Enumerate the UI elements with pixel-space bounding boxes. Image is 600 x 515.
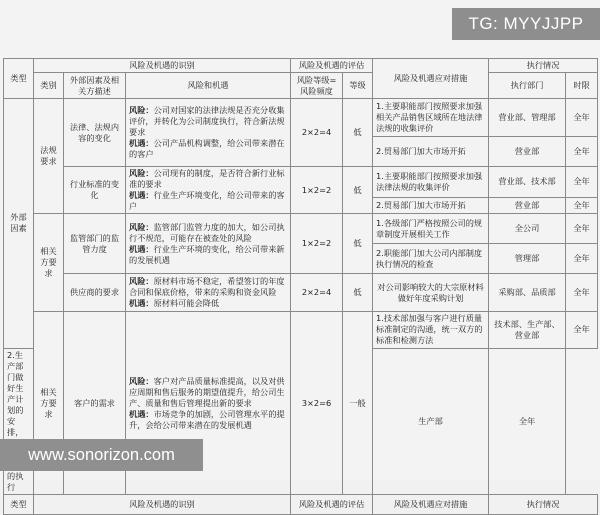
factor-cell: 供应商的要求 xyxy=(64,274,126,312)
opportunity-label: 机遇： xyxy=(129,190,154,201)
opportunity-label: 机遇： xyxy=(129,138,154,149)
opportunity-text: 公司产品机构调整，给公司带来潜在的客户 xyxy=(129,138,285,160)
score-cell: 1×2=2 xyxy=(291,214,343,274)
footer-evaluate: 风险及机遇的评估 xyxy=(291,495,373,515)
dept-cell: 营业部 xyxy=(489,197,566,213)
factor-cell: 法律、法规内容的变化 xyxy=(64,99,126,167)
group-law: 法规要求 xyxy=(34,99,64,214)
level-cell: 一般 xyxy=(343,312,373,495)
measure-cell: 2.贸易部门加大市场开拓 xyxy=(373,197,489,213)
opportunity-label: 机遇： xyxy=(129,243,154,254)
risk-text: 监管部门监管力度的加大，如公司执行不规范，可能存在被查处的风险 xyxy=(129,221,285,243)
opportunity-label: 机遇： xyxy=(129,298,154,309)
score-cell: 2×2=4 xyxy=(291,274,343,312)
measure-cell: 2.生产部门做好生产计划的安排， 的执行 xyxy=(4,348,34,495)
score-cell: 1×2=2 xyxy=(291,167,343,214)
header-risk-opp: 风险和机遇 xyxy=(126,73,291,99)
opportunity-text: 原材料可能会降低 xyxy=(153,298,220,309)
risk-text: 公司现有的制度，是否符合新行业标准的要求 xyxy=(129,168,285,190)
header-level: 等级 xyxy=(343,73,373,99)
level-cell: 低 xyxy=(343,274,373,312)
score-cell: 3×2=6 xyxy=(291,312,343,495)
timing-cell: 全年 xyxy=(566,99,598,137)
risk-text: 原材料市场不稳定，希望签订的年度合同和保底价格，带来的采购和资金风险 xyxy=(129,276,285,298)
opportunity-text: 行业生产环境变化，给公司带来的客户 xyxy=(129,190,285,212)
group-external: 外部因素 xyxy=(4,99,34,348)
header-level-formula: 风险等级=风险频度 xyxy=(291,73,343,99)
measure-cell: 对公司影响较大的大宗原材料做好年度采购计划 xyxy=(373,274,489,312)
header-timing: 时限 xyxy=(566,73,598,99)
risk-label: 风险： xyxy=(129,168,154,179)
header-evaluate-group: 风险及机遇的评估 xyxy=(291,59,373,73)
measure-cell: 1.各级部门严格按照公司的规章制度开展相关工作 xyxy=(373,214,489,244)
measure-cell: 2.贸易部门加大市场开拓 xyxy=(373,137,489,167)
risk-label: 风险： xyxy=(129,276,154,287)
header-identify-group: 风险及机遇的识别 xyxy=(34,59,291,73)
factor-cell: 监管部门的监管力度 xyxy=(64,214,126,274)
group-stakeholder: 相关方要求 xyxy=(34,214,64,312)
timing-cell: 全年 xyxy=(489,348,566,495)
risk-label: 风险： xyxy=(129,221,154,232)
timing-cell: 全年 xyxy=(566,312,598,348)
watermark-bottom: www.sonorizon.com xyxy=(0,439,203,471)
risk-opportunity-cell xyxy=(126,274,291,312)
timing-cell: 全年 xyxy=(566,167,598,198)
timing-cell: 全年 xyxy=(566,244,598,274)
risk-text: 客户对产品质量标准提高，以及对供应周期和售后服务的期望值提升，给公司生产、质量和售后管理提出新的要求 xyxy=(129,375,285,408)
risk-label: 风险： xyxy=(129,375,154,386)
measure-cell: 1.主要职能部门按照要求加强相关产品销售区域所在地法律法规的收集评价 xyxy=(373,99,489,137)
risk-opportunity-cell xyxy=(126,214,291,274)
measure-cell: 2.职能部门加大公司内部制度执行情况的检查 xyxy=(373,244,489,274)
header-dept: 执行部门 xyxy=(489,73,566,99)
timing-cell: 全年 xyxy=(566,274,598,312)
measure-cell: 1.主要职能部门按照要求加强法律法规的收集评价 xyxy=(373,167,489,198)
dept-cell: 采购部、品质部 xyxy=(489,274,566,312)
footer-execution: 执行情况 xyxy=(489,495,598,515)
dept-cell: 全公司 xyxy=(489,214,566,244)
level-cell: 低 xyxy=(343,214,373,274)
factor-cell: 行业标准的变化 xyxy=(64,167,126,214)
footer-type: 类型 xyxy=(4,495,34,515)
timing-cell: 全年 xyxy=(566,137,598,167)
footer-identify: 风险及机遇的识别 xyxy=(34,495,291,515)
header-type: 类型 xyxy=(4,59,34,99)
factor-cell: 客户的需求 xyxy=(64,312,126,495)
dept-cell: 技术部、生产部、营业部 xyxy=(489,312,566,348)
score-cell: 2×2=4 xyxy=(291,99,343,167)
header-measures: 风险及机遇应对措施 xyxy=(373,59,489,99)
risk-opportunity-cell xyxy=(126,167,291,214)
risk-label: 风险： xyxy=(129,104,154,115)
footer-measures: 风险及机遇应对措施 xyxy=(373,495,489,515)
measure-cell: 1.技术部加强与客户进行质量标准制定的沟通，统一双方的标准和检测方法 xyxy=(373,312,489,348)
dept-cell: 营业部 xyxy=(489,137,566,167)
dept-cell: 营业部、技术部 xyxy=(489,167,566,198)
dept-cell: 营业部、管理部 xyxy=(489,99,566,137)
opportunity-text: 市场竞争的加剧，公司管理水平的提升，会给公司带来潜在的发展机遇 xyxy=(129,408,285,430)
group-stakeholder-2: 相关方要求 xyxy=(34,312,64,495)
dept-cell: 管理部 xyxy=(489,244,566,274)
header-execution-group: 执行情况 xyxy=(489,59,598,73)
watermark-top: TG: MYYJJPP xyxy=(452,8,600,40)
timing-cell: 全年 xyxy=(566,197,598,213)
dept-cell: 生产部 xyxy=(373,348,489,495)
level-cell: 低 xyxy=(343,99,373,167)
timing-cell: 全年 xyxy=(566,214,598,244)
level-cell: 低 xyxy=(343,167,373,214)
header-factors: 外部因素及相关方描述 xyxy=(64,73,126,99)
opportunity-label: 机遇： xyxy=(129,408,154,419)
risk-text: 公司对国家的法律法规是否充分收集评价，并转化为公司制度执行，符合新法规要求 xyxy=(129,104,285,138)
opportunity-text: 行业生产环境的变化，给公司带来新的发展机遇 xyxy=(129,243,285,265)
risk-opportunity-cell xyxy=(126,99,291,167)
header-category: 类别 xyxy=(34,73,64,99)
